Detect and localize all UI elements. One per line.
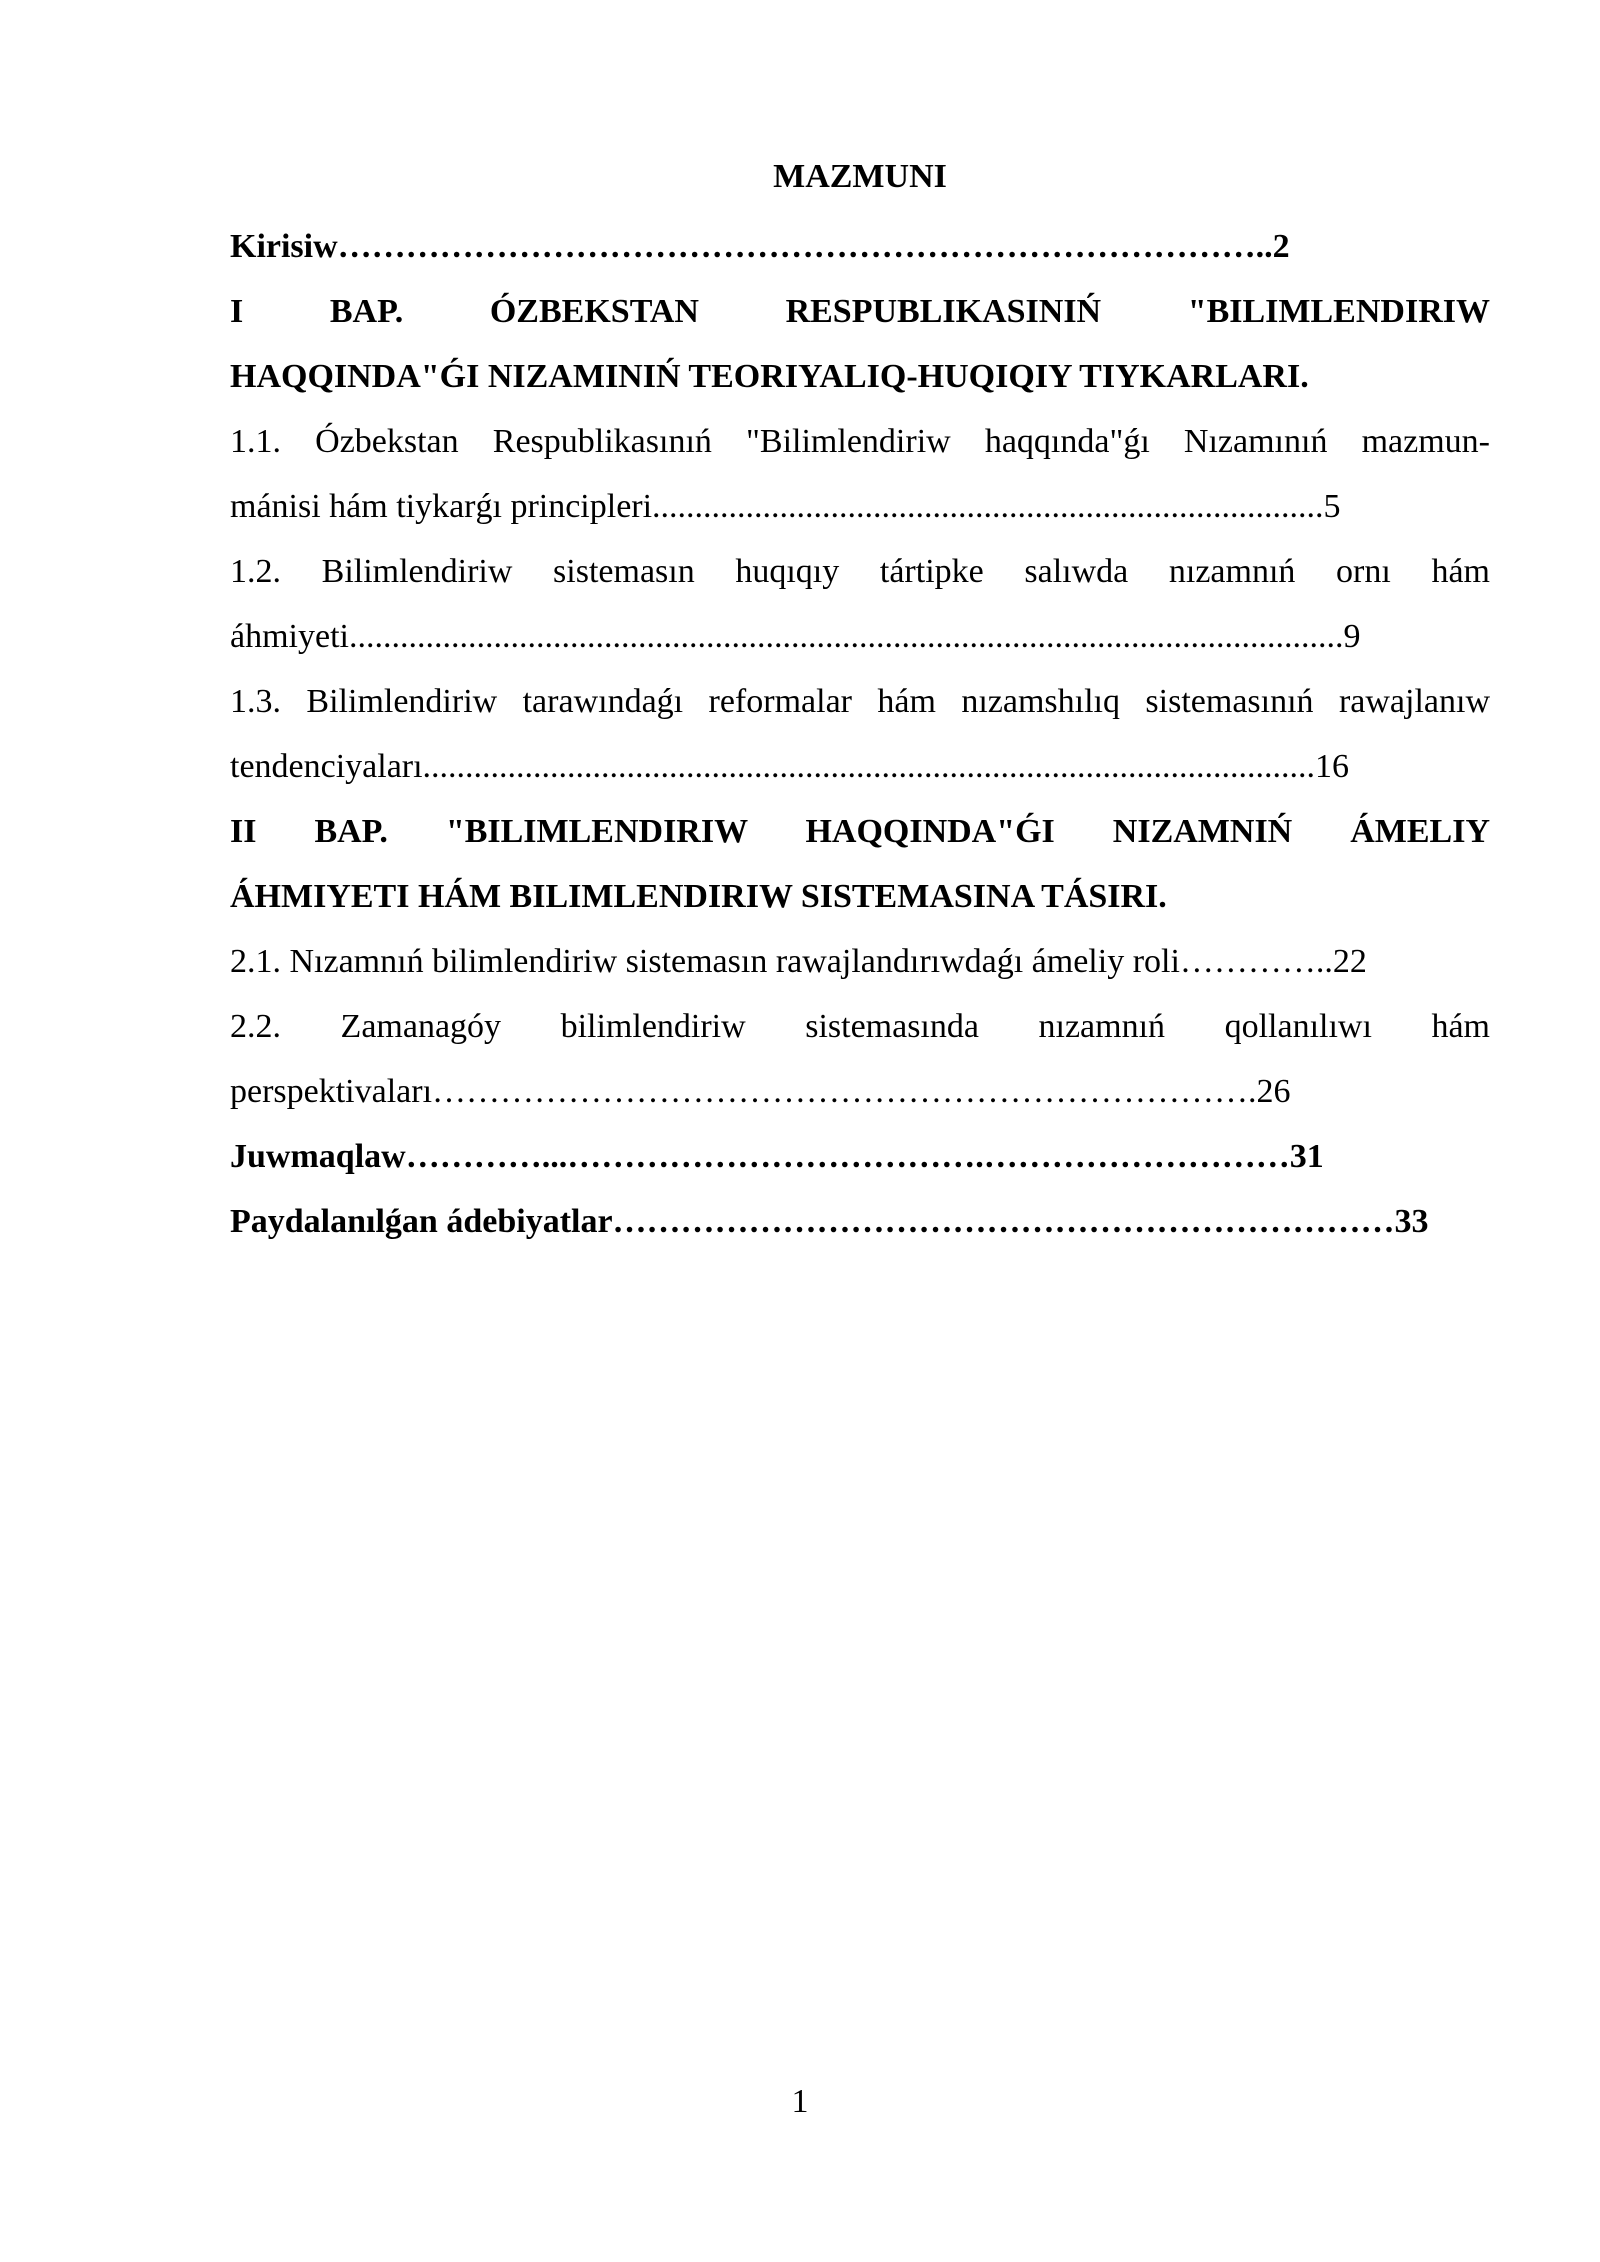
toc-entry-juwmaqlaw: Juwmaqlaw…………...……………………………….………………………31 (230, 1138, 1324, 1175)
toc-section-1-3-line-1: 1.3. Bilimlendiriw tarawındaǵı reformalar hám nızamshılıq sistemasınıń rawajlanıw (230, 683, 1490, 720)
toc-section-2-1: 2.1. Nızamnıń bilimlendiriw sistemasın rawajlandırıwdaǵı ámeliy roli…………..22 (230, 943, 1367, 980)
toc-title: MAZMUNI (773, 158, 947, 195)
toc-chapter-2-heading-line-1: II BAP. "BILIMLENDIRIW HAQQINDA"ǴI NIZAMNIŃ ÁMELIY (230, 813, 1490, 850)
toc-entry-paydalanilgan-adebiyatlar: Paydalanılǵan ádebiyatlar……………………………………………………………33 (230, 1203, 1429, 1240)
table-of-contents (230, 150, 1490, 1254)
toc-section-1-2-line-1: 1.2. Bilimlendiriw sistemasın huqıqıy tártipke salıwda nızamnıń ornı hám (230, 553, 1490, 590)
toc-section-1-1-line-1: 1.1. Ózbekstan Respublikasınıń "Bilimlendiriw haqqında"ǵı Nızamınıń mazmun- (230, 423, 1490, 460)
page-number: 1 (791, 2083, 809, 2120)
toc-section-1-1-line-2: mánisi hám tiykarǵı principleri...............................................................................5 (230, 488, 1341, 525)
toc-section-2-2-line-2: perspektivaları……………………………………………………………….26 (230, 1073, 1291, 1110)
toc-chapter-1-heading-line-2: HAQQINDA"ǴI NIZAMINIŃ TEORIYALIQ-HUQIQIY TIYKARLARI. (230, 358, 1309, 395)
toc-section-2-2-line-1: 2.2. Zamanagóy bilimlendiriw sistemasında nızamnıń qollanılıwı hám (230, 1008, 1490, 1045)
toc-chapter-1-heading-line-1: I BAP. ÓZBEKSTAN RESPUBLIKASINIŃ "BILIMLENDIRIW (230, 293, 1490, 330)
toc-section-1-3-line-2: tendenciyaları.........................................................................................................16 (230, 748, 1350, 785)
toc-entry-kirisiw: Kirisiw………………………………………………………………………..2 (230, 228, 1290, 265)
toc-chapter-2-heading-line-2: ÁHMIYETI HÁM BILIMLENDIRIW SISTEMASINA TÁSIRI. (230, 878, 1167, 915)
toc-section-1-2-line-2: áhmiyeti.....................................................................................................................9 (230, 618, 1361, 655)
